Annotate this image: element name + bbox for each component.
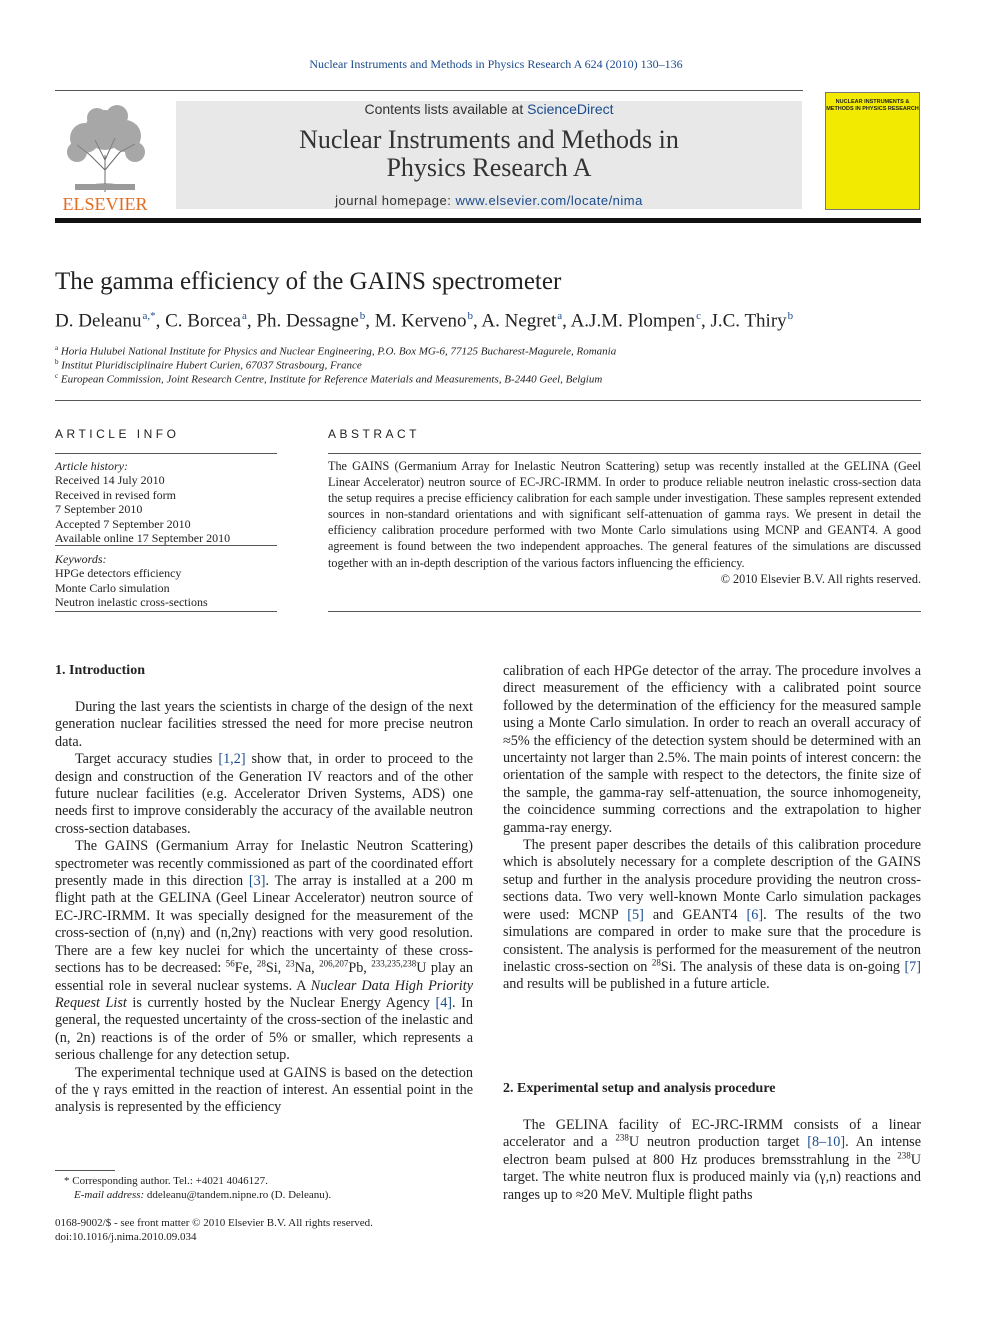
section-rule	[55, 400, 921, 401]
history-item: Received in revised form	[55, 487, 176, 502]
journal-title	[176, 126, 802, 182]
journal-title-line2: Physics Research A	[386, 153, 592, 182]
author-affil-mark[interactable]: b	[359, 310, 366, 322]
author-name: A. Negret	[481, 310, 557, 332]
citation-link[interactable]: [1,2]	[218, 751, 246, 768]
section-2-heading: 2. Experimental setup and analysis procedure	[503, 1081, 776, 1096]
header-rule	[55, 90, 803, 91]
left-column	[55, 699, 473, 1117]
doi-line[interactable]: doi:10.1016/j.nima.2010.09.034	[55, 1231, 197, 1243]
journal-reference[interactable]: Nuclear Instruments and Methods in Physics Research A 624 (2010) 130–136	[309, 57, 683, 71]
homepage-prefix: journal homepage:	[335, 193, 456, 208]
author-name: M. Kerveno	[374, 310, 467, 332]
abstract-heading: ABSTRACT	[328, 427, 421, 441]
article-info-rule	[55, 453, 277, 454]
author-affil-mark[interactable]: a	[557, 310, 563, 322]
journal-title-line1: Nuclear Instruments and Methods in	[299, 125, 679, 154]
citation-link[interactable]: [3]	[248, 873, 266, 890]
author-name: A.J.M. Plompen	[570, 310, 696, 332]
contents-prefix: Contents lists available at	[364, 101, 528, 117]
abstract-rule	[328, 453, 921, 454]
affiliation-c	[55, 372, 602, 386]
paragraph: The GELINA facility of EC-JRC-IRMM consists of a linear accelerator and a $^{238}$U neutron production target [8–10]. An intense electron beam pulsed at 800 Hz produces bremsstrahlung in the $^{238}$U target. The white neutron flux is produced mainly via (γ,n) reactions and ranges up to ≈20 MeV. Multiple flight paths	[503, 1117, 921, 1203]
history-item: Received 14 July 2010	[55, 473, 165, 488]
cover-title: NUCLEAR INSTRUMENTS & METHODS IN PHYSICS RESEARCH	[826, 99, 919, 112]
elsevier-tree-logo	[55, 100, 155, 215]
history-item: Available online 17 September 2010	[55, 531, 231, 546]
keywords-label: Keywords:	[55, 552, 107, 566]
homepage-link[interactable]: www.elsevier.com/locate/nima	[455, 193, 643, 208]
contents-line	[176, 101, 802, 117]
history-rule	[55, 545, 277, 546]
section-1-heading: 1. Introduction	[55, 663, 145, 678]
keywords	[55, 552, 277, 610]
abstract-copyright: © 2010 Elsevier B.V. All rights reserved.	[720, 571, 921, 586]
abstract-bottom-rule	[328, 611, 921, 612]
issn-line: 0168-9002/$ - see front matter © 2010 Elsevier B.V. All rights reserved.	[55, 1217, 373, 1229]
citation-link[interactable]: [6]	[746, 906, 764, 923]
author-name: C. Borcea	[165, 310, 242, 332]
citation-link[interactable]: [8–10]	[807, 1134, 846, 1151]
sciencedirect-link[interactable]: ScienceDirect	[527, 101, 614, 117]
keyword: Monte Carlo simulation	[55, 580, 170, 595]
keywords-rule	[55, 611, 277, 612]
header-thick-rule	[55, 218, 921, 223]
citation-link[interactable]: [7]	[904, 958, 921, 975]
affil-mark: a	[55, 344, 59, 352]
affiliation-b	[55, 358, 362, 372]
email-label: E-mail address:	[74, 1189, 145, 1201]
article-history	[55, 459, 277, 545]
paragraph: calibration of each HPGe detector of the array. The procedure involves a direct measurement of the efficiency with a calibrated point source followed by the determination of the efficiency for the measured sample using a Monte Carlo simulation. In order to reach an overall accuracy of ≈5% the efficiency of the detection system should be determined with an uncertainty not larger than 2.5%. The main points of interest concern: the orientation of the sample with respect to the detectors, the finite size of the sample, the gamma-ray self-attenuation, the source inhomogeneity, the coincidence summing corrections and the extrapolation to higher gamma-ray energy.	[503, 663, 921, 836]
journal-cover-thumbnail[interactable]	[825, 92, 920, 210]
author-name: J.C. Thiry	[710, 310, 787, 332]
history-item: 7 September 2010	[55, 502, 143, 517]
author-name: D. Deleanu	[55, 310, 142, 332]
paragraph: The experimental technique used at GAINS is based on the detection of the γ rays emitted in the reaction of interest. An essential point in the analysis is represented by the efficiency	[55, 1064, 473, 1116]
history-item: Accepted 7 September 2010	[55, 516, 191, 531]
citation-link[interactable]: [4]	[435, 994, 453, 1011]
affil-text: Institut Pluridisciplinaire Hubert Curien, 67037 Strasbourg, France	[61, 359, 362, 372]
email-address[interactable]: ddeleanu@tandem.nipne.ro (D. Deleanu).	[144, 1189, 332, 1201]
article-info-heading: ARTICLE INFO	[55, 427, 180, 441]
right-column	[503, 663, 921, 994]
affil-text: Horia Hulubei National Institute for Physics and Nuclear Engineering, P.O. Box MG-6, 77125 Bucharest-Magurele, Romania	[60, 345, 617, 358]
keyword: Neutron inelastic cross-sections	[55, 595, 208, 610]
corresponding-author: * Corresponding author. Tel.: +4021 4046127.	[64, 1175, 268, 1187]
history-label: Article history:	[55, 459, 128, 473]
author-affil-mark[interactable]: c	[696, 310, 701, 322]
journal-homepage	[176, 193, 802, 208]
publisher-wordmark: ELSEVIER	[62, 194, 148, 214]
paragraph: Target accuracy studies [1,2] show that, in order to proceed to the design and construction of the Generation IV reactors and of the other future nuclear facilities (e.g. Accelerator Driven Systems, ADS) one needs first to improve considerably the accuracy of the available neutron cross-section databases.	[55, 751, 473, 837]
author-affil-mark[interactable]: a,*	[142, 310, 156, 322]
abstract-body	[328, 458, 921, 587]
affil-mark: c	[55, 372, 59, 380]
paragraph: During the last years the scientists in charge of the design of the next generation nuclear facilities stressed the need for more precise neutron data.	[55, 699, 473, 750]
author-list: D. Deleanu $^{a,*}$, C. Borcea $^a$, Ph. Dessagne $^b$, M. Kerveno $^b$, A. Negret $^a$, A.J.M. Plompen $^c$, J.C. Thiry $^b$	[55, 310, 794, 332]
author-name: Ph. Dessagne	[256, 310, 359, 332]
section-2-body	[503, 1117, 921, 1204]
paragraph: The GAINS (Germanium Array for Inelastic Neutron Scattering) spectrometer was recently commissioned as part of the coordinated effort presently made in this direction [3]. The array is installed at a 200 m flight path at the GELINA (Geel Linear Accelerator) neutron source of EC-JRC-IRMM. It was specially designed for the measurement of the cross-section of (n,nγ) and (n,2nγ) reactions with very good resolution. There are a few key nuclei for which the uncertainty of these cross-sections has to be decreased: $^{56}$Fe, $^{28}$Si, $^{23}$Na, $^{206,207}$Pb, $^{233,235,238}$U play an essential role in several nuclear systems. A Nuclear Data High Priority Request List is currently hosted by the Nuclear Energy Agency [4]. In general, the requested uncertainty of the cross-section of the inelastic and (n, 2n) reactions is of the order of 5% or smaller, which represents a serious challenge for any detection setup.	[55, 838, 474, 1064]
email-footnote	[74, 1189, 331, 1201]
footnote-rule	[55, 1170, 115, 1171]
affil-text: European Commission, Joint Research Centre, Institute for Reference Materials and Measurements, B-2440 Geel, Belgium	[60, 373, 603, 386]
affiliation-a	[55, 344, 616, 358]
abstract-text: The GAINS (Germanium Array for Inelastic Neutron Scattering) setup was recently installed at the GELINA (Geel Linear Accelerator) neutron source of EC-JRC-IRMM. In order to produce reliable neutron inelastic cross-section data the setup requires a precise efficiency calibration for each sample under investigation. These samples represent extended sources in non-standard orientations and with significant self-attenuation of gamma rays. We present in detail the efficiency calibration procedure performed with two Monte Carlo simulations using MCNP and GEANT4. A good agreement is found between the two independent approaches. The general features of the simulations are discussed together with an in-depth description of the various factors influencing the efficiency.	[328, 459, 921, 570]
affil-mark: b	[55, 358, 59, 366]
keyword: HPGe detectors efficiency	[55, 566, 182, 581]
author-affil-mark[interactable]: b	[467, 310, 473, 322]
author-affil-mark[interactable]: b	[787, 310, 794, 322]
citation-link[interactable]: [5]	[627, 906, 644, 923]
article-title: The gamma efficiency of the GAINS spectrometer	[55, 268, 562, 295]
author-affil-mark[interactable]: a	[242, 310, 247, 322]
paragraph: The present paper describes the details of this calibration procedure which is absolutely necessary for a complete description of the GAINS setup and further in the analysis procedure providing the neutron cross-sections data. Two very well-known Monte Carlo simulation packages were used: MCNP [5] and GEANT4 [6]. The results of the two simulations are compared in order to make sure that the procedure is consistent. The analysis is performed for the measurement of the neutron inelastic cross-section on $^{28}$Si. The analysis of these data is on-going [7] and results will be published in a future article.	[503, 837, 921, 993]
